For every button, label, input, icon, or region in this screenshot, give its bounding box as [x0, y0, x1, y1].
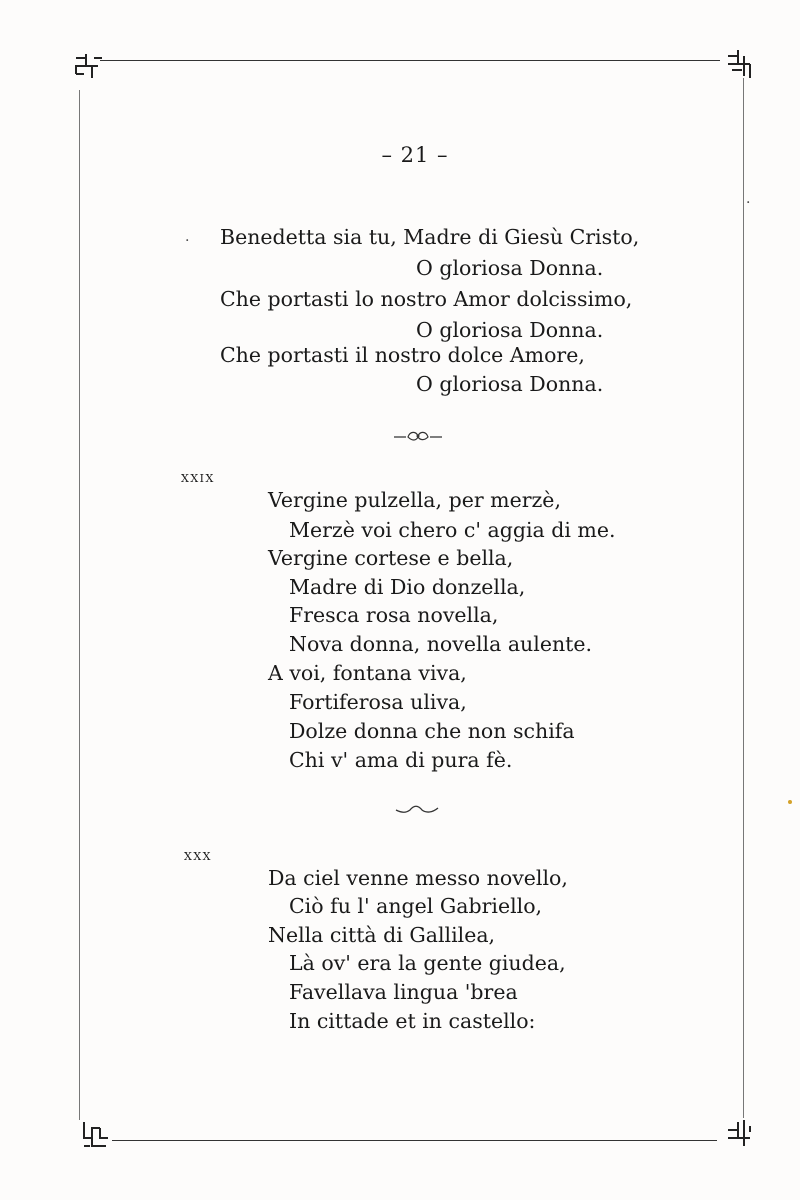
verse-line: Vergine pulzella, per merzè,	[268, 488, 561, 512]
verse-line: Ciò fu l' angel Gabriello,	[289, 894, 543, 918]
frame-bottom-rule	[112, 1140, 717, 1141]
corner-ornament-top-right	[722, 48, 756, 82]
verse-line: Vergine cortese e bella,	[268, 546, 514, 570]
stray-mark: .	[185, 229, 190, 245]
poem-numeral: XXIX	[181, 472, 215, 485]
frame-right-rule	[743, 78, 744, 1118]
verse-line: O gloriosa Donna.	[416, 318, 604, 342]
verse-line: Chi v' ama di pura fè.	[289, 748, 513, 772]
verse-line: Merzè voi chero c' aggia di me.	[289, 518, 616, 542]
page-number: – 21 –	[381, 143, 449, 167]
stray-speck	[788, 800, 792, 804]
verse-line: O gloriosa Donna.	[416, 256, 604, 280]
verse-line: Là ov' era la gente giudea,	[289, 951, 566, 975]
corner-ornament-bottom-left	[78, 1118, 112, 1152]
verse-line: Da ciel venne messo novello,	[268, 866, 568, 890]
verse-line: Fortiferosa uliva,	[289, 690, 467, 714]
verse-line: Che portasti il nostro dolce Amore,	[220, 343, 585, 367]
verse-line: A voi, fontana viva,	[268, 661, 467, 685]
verse-line: Nova donna, novella aulente.	[289, 632, 593, 656]
verse-line: Benedetta sia tu, Madre di Giesù Cristo,	[220, 225, 640, 249]
corner-ornament-top-left	[72, 52, 106, 86]
verse-line: Fresca rosa novella,	[289, 603, 499, 627]
corner-ornament-bottom-right	[724, 1116, 758, 1150]
frame-left-rule	[79, 90, 80, 1120]
verse-line: Che portasti lo nostro Amor dolcissimo,	[220, 287, 633, 311]
frame-top-rule	[100, 60, 720, 61]
floral-ornament	[392, 428, 444, 444]
verse-line: Madre di Dio donzella,	[289, 575, 526, 599]
verse-line: O gloriosa Donna.	[416, 372, 604, 396]
verse-line: Nella città di Gallilea,	[268, 923, 496, 947]
poem-numeral: XXX	[184, 850, 212, 863]
wave-ornament	[394, 802, 440, 816]
verse-line: In cittade et in castello:	[289, 1009, 536, 1033]
verse-line: Favellava lingua 'brea	[289, 980, 518, 1004]
verse-line: Dolze donna che non schifa	[289, 719, 575, 743]
stray-mark: ·	[746, 195, 751, 211]
